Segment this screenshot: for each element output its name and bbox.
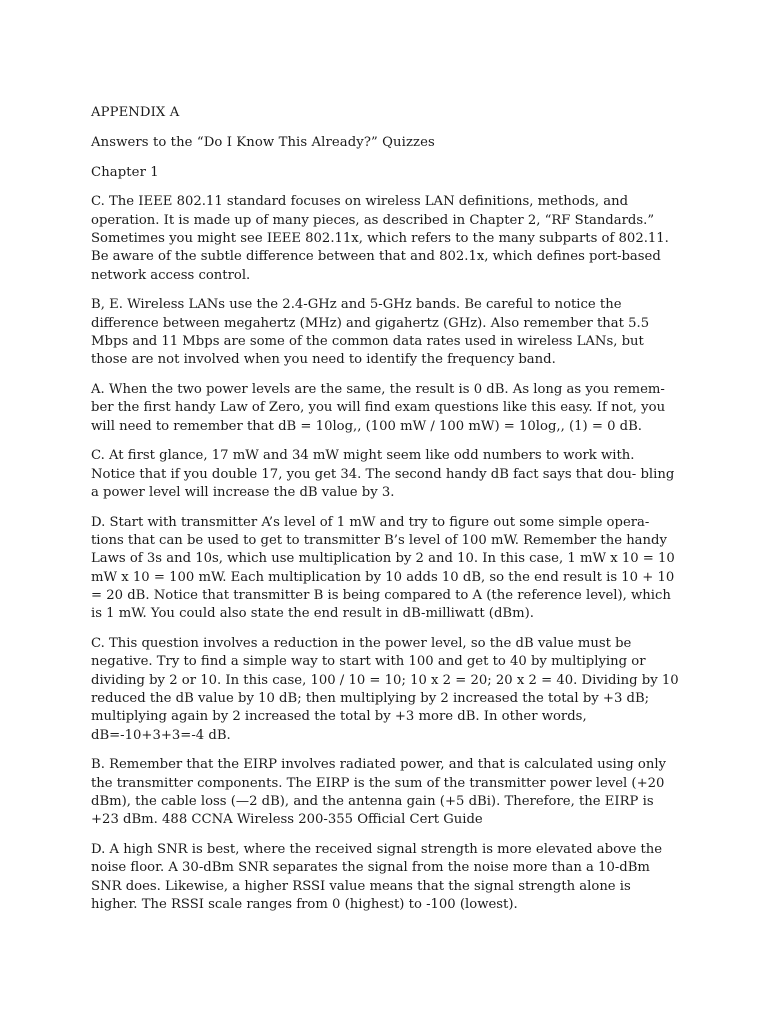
answer-paragraph-5: D. Start with transmitter A’s level of 1 mW and try to figure out some simple opera- tions that can be used to get to transmitter B’s level of 100 mW. Remember the handy Laws of 3s and 10s, which use multiplication by 2 and 10. In this case, 1 mW x 10 = 10 mW x 10 = 100 mW. Each multiplication by 10 adds 10 dB, so the end result is 10 + 10 = 20 dB. Notice that transmitter B is being compared to A (the reference level), which is 1 mW. You could also state the end result in dB-milliwatt (dBm). [91,514,675,622]
answer-paragraph-7: B. Remember that the EIRP involves radiated power, and that is calculated using only the transmitter components. The EIRP is the sum of the transmitter power level (+20 dBm), the cable loss (—2 dB), and the antenna gain (+5 dBi). Therefore, the EIRP is +23 dBm. 488 CCNA Wireless 200-355 Official Cert Guide [91,757,666,828]
answer-paragraph-3: A. When the two power levels are the same, the result is 0 dB. As long as you remem- ber the first handy Law of Zero, you will find exam questions like this easy. If not, you will need to remember that dB = 10log,, (100 mW / 100 mW) = 10log,, (1) = 0 dB. [91,382,666,434]
answer-paragraph-8: D. A high SNR is best, where the received signal strength is more elevated above the noise floor. A 30-dBm SNR separates the signal from the noise more than a 10-dBm SNR does. Likewise, a higher RSSI value means that the signal strength alone is higher. The RSSI scale ranges from 0 (highest) to -100 (lowest). [91,842,663,912]
appendix-title: APPENDIX A [91,105,180,120]
chapter-heading: Chapter 1 [91,164,159,180]
answer-paragraph-4: C. At first glance, 17 mW and 34 mW might seem like odd numbers to work with. Notice that if you double 17, you get 34. The second handy dB fact says that dou- bling a power level will increase the dB value by 3. [91,448,675,501]
answer-paragraph-6: C. This question involves a reduction in the power level, so the dB value must be negative. Try to find a simple way to start with 100 and get to 40 by multiplying or dividing by 2 or 10. In this case, 100 / 10 = 10; 10 x 2 = 20; 20 x 2 = 40. Dividing by 10 reduced the dB value by 10 dB; then multiplying by 2 increased the total by +3 dB; multiplying again by 2 increased the total by +3 more dB. In other words, dB=-10+3+3=-4 dB. [91,636,679,743]
appendix-subtitle: Answers to the “Do I Know This Already?” Quizzes [91,134,435,150]
document-page [91,104,679,926]
answer-paragraph-1: C. The IEEE 802.11 standard focuses on wireless LAN definitions, methods, and operation. It is made up of many pieces, as described in Chapter 2, “RF Standards.” Sometimes you might see IEEE 802.11x, which refers to the many subparts of 802.11. Be aware of the subtle difference between that and 802.1x, which defines port-based network access control. [91,194,669,283]
answer-paragraph-2: B, E. Wireless LANs use the 2.4-GHz and 5-GHz bands. Be careful to notice the difference between megahertz (MHz) and gigahertz (GHz). Also remember that 5.5 Mbps and 11 Mbps are some of the common data rates used in wireless LANs, but those are not involved when you need to identify the frequency band. [91,297,650,368]
